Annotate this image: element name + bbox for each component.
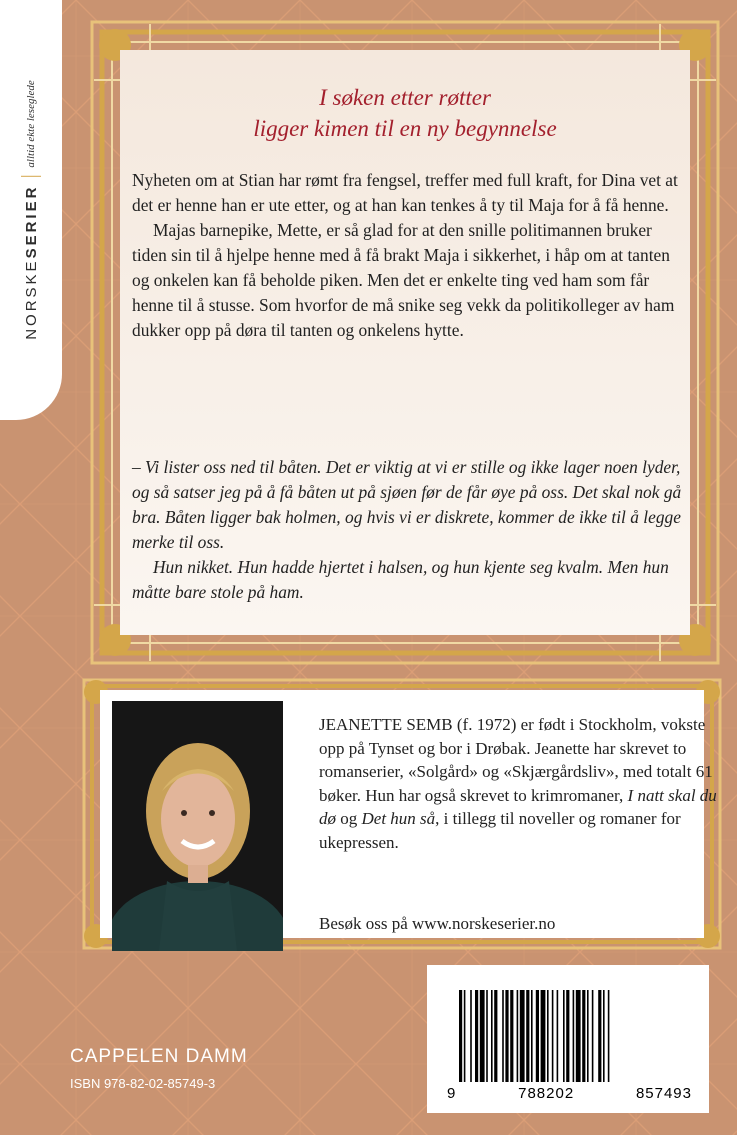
excerpt-paragraph-2: Hun nikket. Hun hadde hjertet i halsen, og hun kjente seg kvalm. Men hun måtte bare stole på ham.: [132, 557, 669, 602]
brand-divider: [21, 176, 41, 177]
brand-bold: SERIER: [22, 184, 40, 259]
brand-tagline: alltid ekte leseglede: [25, 80, 37, 168]
barcode-bars: [457, 990, 677, 1085]
bio-conjunction: og: [336, 809, 362, 828]
book-title-1: I natt skal du dø: [319, 785, 717, 828]
barcode-digit-left: 788202: [518, 1085, 575, 1102]
excerpt-paragraph-1: – Vi lister oss ned til båten. Det er viktig at vi er stille og ikke lager noen lyder, og så satser jeg på å få båten ut på sjøen før de får øye på oss. Det skal nok gå bra. Båten ligger bak holmen, og hvis vi er diskrete, kommer de ikke til å legge merke til oss.: [132, 457, 682, 552]
author-panel: [82, 678, 722, 950]
author-background: [100, 690, 717, 938]
synopsis-paragraph-1: Nyheten om at Stian har rømt fra fengsel, treffer med full kraft, for Dina vet at det er henne han er ute etter, og at han kan tenkes å ty til Maja for å få henne.: [132, 170, 678, 215]
author-photo: [112, 701, 283, 951]
barcode-digit-lead: 9: [447, 1085, 457, 1102]
barcode-digits: [447, 1085, 692, 1102]
book-title-2: Det hun så: [361, 809, 436, 828]
headline-line-1: I søken etter røtter: [319, 85, 491, 110]
excerpt-text: [132, 455, 682, 605]
publisher-logo: CAPPELEN DAMM: [70, 1046, 248, 1067]
barcode-digit-right: 857493: [635, 1085, 692, 1102]
bio-text-2: , i tillegg til noveller og romaner for ukepressen.: [319, 809, 681, 852]
synopsis-paragraph-2: Majas barnepike, Mette, er så glad for at den snille politimannen bruker tiden sin til å hjelpe henne med å få brakt Maja i sikkerhet, i håp om at tanten og onkelen kan få beholde piken. Men det er enkelte ting ved ham som får henne til å stusse. Som hvorfor de må snike seg vekk da politikolleger av ham dukker opp på døra til tanten og onkelens hytte.: [132, 220, 675, 340]
series-brand: [21, 80, 41, 340]
barcode: [427, 965, 709, 1113]
author-bio: [319, 713, 719, 854]
headline-line-2: ligger kimen til en ny begynnelse: [253, 116, 557, 141]
website-line: Besøk oss på www.norskeserier.no: [319, 914, 556, 933]
synopsis-text: [132, 168, 682, 343]
isbn-text: ISBN 978-82-02-85749-3: [70, 1076, 216, 1091]
brand-light: NORSKE: [22, 258, 40, 340]
series-tab: [0, 0, 62, 420]
bio-text-1: JEANETTE SEMB (f. 1972) er født i Stockholm, vokste opp på Tynset og bor i Drøbak. Jeanette har skrevet to romanserier, «Solgård» og «Skjærgårdsliv», med totalt 61 bøker. Hun har også skrevet to krimromaner,: [319, 715, 713, 805]
synopsis-panel: [90, 20, 720, 665]
tagline-headline: [90, 82, 720, 144]
